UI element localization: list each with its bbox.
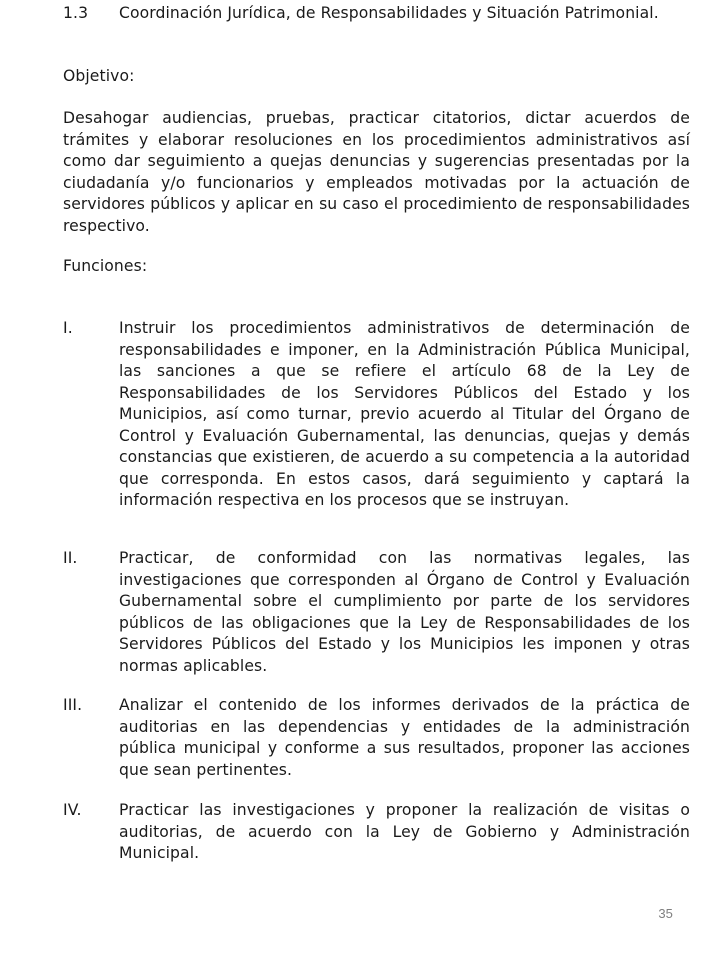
section-number: 1.3 (63, 4, 89, 22)
function-item (63, 695, 690, 781)
function-numeral: II. (63, 549, 78, 567)
functions-label: Funciones: (63, 257, 148, 275)
objective-text: Desahogar audiencias, pruebas, practicar citatorios, dictar acuerdos de trámites y elaborar resoluciones en los procedimientos administrativos así como dar seguimiento a quejas denuncias y sugerencias presentadas por la ciudadanía y/o funcionarios y empleados motivadas por la actuación de servidores públicos y aplicar en su caso el procedimiento de responsabilidades respectivo. (63, 109, 690, 235)
section-title: Coordinación Jurídica, de Responsabilidades y Situación Patrimonial. (119, 4, 659, 22)
function-text: Practicar las investigaciones y proponer la realización de visitas o auditorias, de acuerdo con la Ley de Gobierno y Administración Municipal. (119, 801, 690, 862)
function-numeral: IV. (63, 801, 82, 819)
function-item (63, 548, 690, 677)
page-number: 35 (658, 906, 673, 921)
section-heading (63, 3, 690, 25)
function-numeral: III. (63, 696, 83, 714)
function-text: Analizar el contenido de los informes derivados de la práctica de auditorias en las dependencias y entidades de la administración pública municipal y conforme a sus resultados, proponer las acciones que sean pertinentes. (119, 696, 690, 779)
objective-label: Objetivo: (63, 67, 135, 85)
function-item (63, 800, 690, 865)
function-item (63, 318, 690, 512)
function-text: Instruir los procedimientos administrativos de determinación de responsabilidades e imponer, en la Administración Pública Municipal, las sanciones a que se refiere el artículo 68 de la Ley de Responsabilidades de los Servidores Públicos del Estado y los Municipios, así como turnar, previo acuerdo al Titular del Órgano de Control y Evaluación Gubernamental, las denuncias, quejas y demás constancias que existieren, de acuerdo a su competencia a la autoridad que corresponda. En estos casos, dará seguimiento y captará la información respectiva en los procesos que se instruyan. (119, 319, 690, 509)
function-text: Practicar, de conformidad con las normativas legales, las investigaciones que corresponden al Órgano de Control y Evaluación Gubernamental sobre el cumplimiento por parte de los servidores públicos de las obligaciones que la Ley de Responsabilidades de los Servidores Públicos del Estado y los Municipios les imponen y otras normas aplicables. (119, 549, 690, 675)
function-numeral: I. (63, 319, 73, 337)
